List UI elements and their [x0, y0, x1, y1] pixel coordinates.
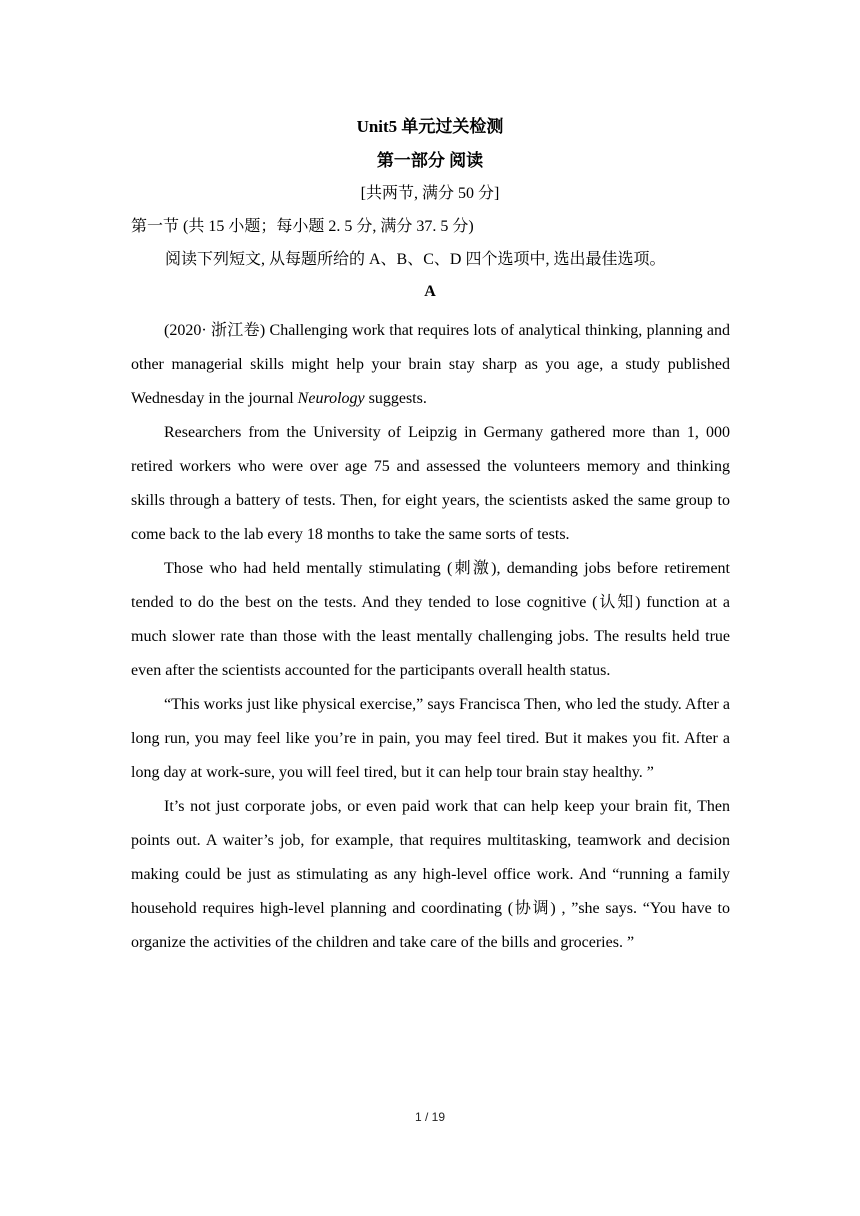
- score-note: [共两节, 满分 50 分]: [360, 185, 500, 202]
- passage-label: A: [424, 283, 436, 300]
- paragraph-5: It’s not just corporate jobs, or even paid work that can help keep your brain fit, Then points out. A waiter’s job, for example, that requires multitasking, teamwork and decision making could be just as stimulating as any high-level office work. And “running a family household requires high-level planning and coordinating (协调) , ”she says. “You have to organize the activities of the children and take care of the bills and groceries. ”: [131, 798, 730, 951]
- paragraph-1-text: (2020· 浙江卷) Challenging work that requires lots of analytical thinking, planning and other managerial skills might help your brain stay sharp as you age, a study published Wednesday in the journal: [131, 322, 730, 407]
- section-heading: 第一节 (共 15 小题；每小题 2. 5 分, 满分 37. 5 分): [131, 218, 474, 235]
- paragraph-1: [131, 314, 730, 416]
- paragraph-3: Those who had held mentally stimulating (刺激), demanding jobs before retirement tended to do the best on the tests. And they tended to lose cognitive (认知) function at a much slower rate than those with the least mentally challenging jobs. The results held true even after the scientists accounted for the participants overall health status.: [131, 560, 730, 679]
- page-title: Unit5 单元过关检测: [356, 117, 504, 136]
- journal-name: Neurology: [297, 390, 365, 407]
- passage-body: [131, 314, 730, 960]
- paragraph-2: Researchers from the University of Leipzig in Germany gathered more than 1, 000 retired workers who were over age 75 and assessed the volunteers memory and thinking skills through a battery of tests. Then, for eight years, the scientists asked the same group to come back to the lab every 18 months to take the same sorts of tests.: [131, 424, 730, 543]
- page-number: 1 / 19: [414, 1110, 446, 1124]
- paragraph-1-end: suggests.: [364, 390, 427, 407]
- paragraph-4: “This works just like physical exercise,” says Francisca Then, who led the study. After a long run, you may feel like you’re in pain, you may feel tired. But it makes you fit. After a long day at work-sure, you will feel tired, but it can help tour brain stay healthy. ”: [131, 696, 730, 781]
- instruction-text: 阅读下列短文, 从每题所给的 A、B、C、D 四个选项中, 选出最佳选项。: [165, 251, 666, 268]
- part-heading: 第一部分 阅读: [376, 151, 484, 170]
